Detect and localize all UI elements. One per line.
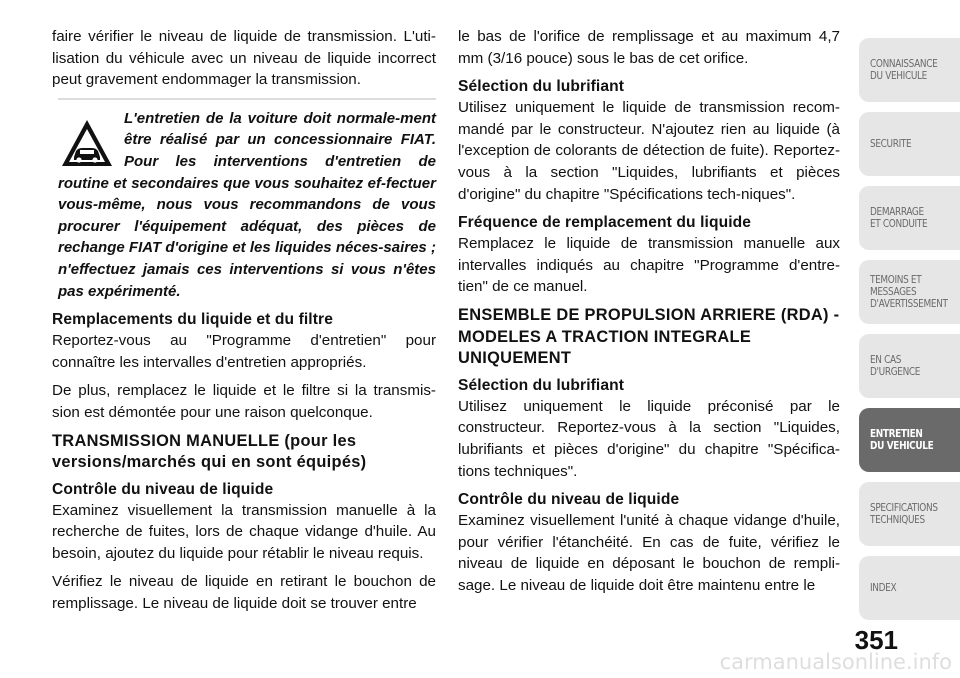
paragraph: Utilisez uniquement le liquide préconisé par le constructeur. Reportez-vous à la section "Liquides, lubrifiants et pièces d'origine" du chapitre "Spécifica-tions techniques". <box>458 397 840 480</box>
tab-temoins-et-messages[interactable] <box>859 260 960 324</box>
warning-box <box>58 98 436 302</box>
section-title-fluid-level-check: Contrôle du niveau de liquide <box>458 491 680 509</box>
paragraph: Remplacez le liquide de transmission manuelle aux intervalles indiqués au chapitre "Programme d'entre-tien" de ce manuel. <box>458 235 840 296</box>
continuation-paragraph: le bas de l'orifice de remplissage et au maximum 4,7 mm (3/16 pouce) sous le bas de cet orifice. <box>458 28 840 67</box>
tab-securite[interactable] <box>859 112 960 176</box>
heading-rear-drive-assembly: ENSEMBLE DE PROPULSION ARRIERE (RDA) - MODELES A TRACTION INTEGRALE UNIQUEMENT <box>458 305 840 368</box>
tab-demarrage-et-conduite[interactable] <box>859 186 960 250</box>
tab-entretien-du-vehicule[interactable] <box>859 408 960 472</box>
tab-label: EN CAS D'URGENCE <box>870 354 921 378</box>
section-title-fluid-change-frequency: Fréquence de remplacement du liquide <box>458 214 752 232</box>
right-column <box>458 26 840 603</box>
section-title-fluid-level-check: Contrôle du niveau de liquide <box>52 480 274 498</box>
tab-label: DEMARRAGE ET CONDUITE <box>870 206 928 230</box>
heading-manual-transmission: TRANSMISSION MANUELLE (pour les versions/marchés qui en sont équipés) <box>52 431 367 472</box>
tab-index[interactable] <box>859 556 960 620</box>
paragraph: Examinez visuellement la transmission manuelle à la recherche de fuites, lors de chaque vidange d'huile. Au besoin, ajoutez du liquide pour rétablir le niveau requis. <box>52 501 436 562</box>
chapter-tabs-sidebar <box>859 38 960 618</box>
tab-label: TEMOINS ET MESSAGES D'AVERTISSEMENT <box>870 274 948 310</box>
warning-text: L'entretien de la voiture doit normale-ment être réalisé par un concessionnaire FIAT. Pour les interventions d'entretien de routine et secondaires que vous souhaitez ef-fectuer vous-même, nous vous recommandons de vous procurer l'équipement adéquat, des pièces de rechange FIAT d'origine et les liquides néces-saires ; n'effectuez jamais ces interventions si vous n'êtes pas expérimenté. <box>58 109 436 300</box>
section-title-fluid-filter-replacement: Remplacements du liquide et du filtre <box>52 311 333 329</box>
section-title-lubricant-selection: Sélection du lubrifiant <box>458 78 625 96</box>
paragraph: Examinez visuellement l'unité à chaque vidange d'huile, pour vérifier l'étanchéité. En cas de fuite, vérifiez le niveau de liquide en déposant le bouchon de rempli-sage. Le niveau de liquide doit être maintenu entre le <box>458 512 840 594</box>
tab-label: INDEX <box>870 582 897 594</box>
tab-label: SECURITE <box>870 138 912 150</box>
paragraph: Utilisez uniquement le liquide de transmission recom-mandé par le constructeur. N'ajoutez rien au liquide (à l'exception de colorants de détection de fuite). Reportez-vous à la section "Liquides, lubrifiants et pièces d'origine" du chapitre "Spécifications tech-niques". <box>458 99 840 203</box>
intro-paragraph: faire vérifier le niveau de liquide de transmission. L'uti-lisation du véhicule avec un niveau de liquide incorrect peut gravement endommager la transmission. <box>52 28 436 89</box>
tab-specifications-techniques[interactable] <box>859 482 960 546</box>
left-column <box>52 26 436 622</box>
tab-connaissance-du-vehicule[interactable] <box>859 38 960 102</box>
tab-label: ENTRETIEN DU VEHICULE <box>870 428 934 452</box>
tab-label: SPECIFICATIONS TECHNIQUES <box>870 502 938 526</box>
paragraph: Vérifiez le niveau de liquide en retirant le bouchon de remplissage. Le niveau de liquide doit se trouver entre <box>52 573 436 613</box>
page-number: 351 <box>854 625 898 655</box>
warning-triangle-car-icon <box>60 118 114 168</box>
tab-label: CONNAISSANCE DU VEHICULE <box>870 58 938 82</box>
watermark: carmanualsonline.info <box>719 650 952 674</box>
paragraph: Reportez-vous au "Programme d'entretien" pour connaître les intervalles d'entretien appropriés. <box>52 332 436 371</box>
paragraph: De plus, remplacez le liquide et le filtre si la transmis-sion est démontée pour une raison quelconque. <box>52 382 436 421</box>
tab-en-cas-d-urgence[interactable] <box>859 334 960 398</box>
section-title-lubricant-selection: Sélection du lubrifiant <box>458 376 625 394</box>
